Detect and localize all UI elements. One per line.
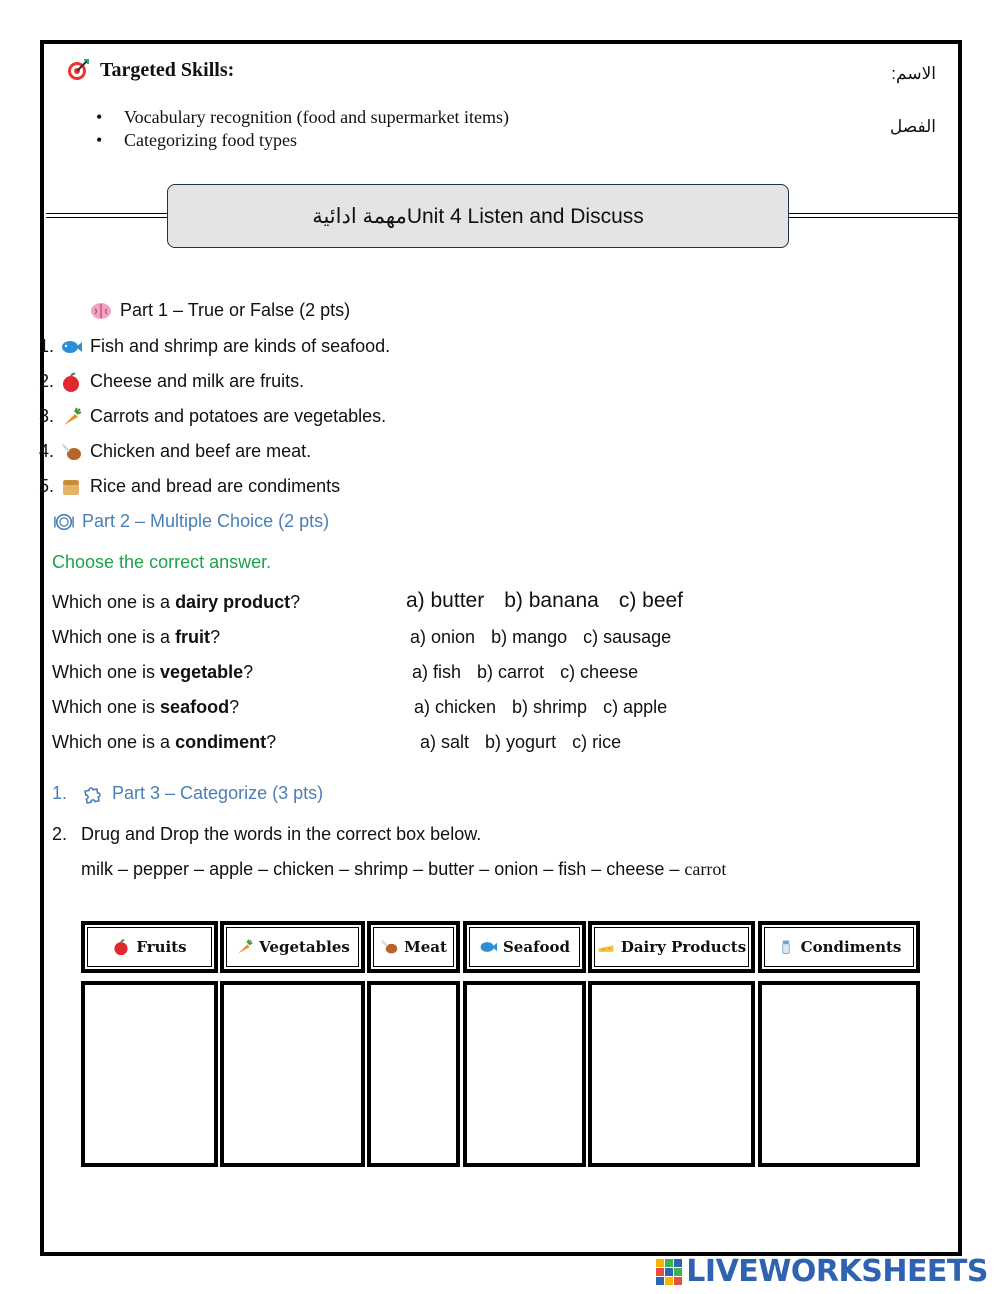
question-options bbox=[420, 732, 637, 753]
drop-box-meat[interactable] bbox=[367, 981, 460, 1167]
carrot-icon bbox=[235, 938, 253, 956]
option[interactable]: b) shrimp bbox=[512, 697, 588, 717]
drop-box-vegetables[interactable] bbox=[220, 981, 365, 1167]
option[interactable]: a) onion bbox=[410, 627, 476, 647]
category-header-seafood: Seafood bbox=[463, 921, 586, 973]
drumstick-icon bbox=[60, 442, 82, 462]
bread-icon bbox=[60, 477, 82, 497]
question-text: Which one is a fruit? bbox=[52, 627, 221, 647]
option[interactable]: a) fish bbox=[412, 662, 462, 682]
part3-instruction: 2. Drug and Drop the words in the correct box below. bbox=[52, 824, 482, 844]
part1-heading: Part 1 – True or False (2 pts) bbox=[90, 300, 350, 321]
question-text: Which one is a dairy product? bbox=[52, 592, 301, 612]
true-false-item: 1. Fish and shrimp are kinds of seafood. bbox=[38, 336, 391, 356]
fish-icon bbox=[479, 938, 497, 956]
class-label: الفصل bbox=[889, 117, 936, 136]
carrot-icon bbox=[60, 407, 82, 427]
option[interactable]: c) beef bbox=[618, 589, 684, 612]
title-rule-right bbox=[787, 213, 959, 218]
word-bank: milk – pepper – apple – chicken – shrimp – butter – onion – fish – cheese – carrot bbox=[81, 859, 727, 879]
targeted-skills-heading: Targeted Skills: bbox=[66, 58, 234, 82]
liveworksheets-logo: LIVEWORKSHEETS bbox=[656, 1254, 988, 1289]
name-label: الاسم: bbox=[891, 64, 936, 83]
option[interactable]: b) yogurt bbox=[485, 732, 557, 752]
drumstick-icon bbox=[380, 938, 398, 956]
part2-instruction: Choose the correct answer. bbox=[52, 552, 272, 572]
drop-box-fruits[interactable] bbox=[81, 981, 218, 1167]
category-header-meat: Meat bbox=[367, 921, 460, 973]
fish-icon bbox=[60, 337, 82, 357]
category-header-condiments: Condiments bbox=[758, 921, 920, 973]
question-text: Which one is vegetable? bbox=[52, 662, 254, 682]
drop-box-condiments[interactable] bbox=[758, 981, 920, 1167]
skill-item: • Vocabulary recognition (food and supermarket items) bbox=[96, 106, 509, 129]
cheese-icon bbox=[597, 938, 615, 956]
category-header-fruits: Fruits bbox=[81, 921, 218, 973]
option[interactable]: b) mango bbox=[491, 627, 568, 647]
part3-heading: 1. Part 3 – Categorize (3 pts) bbox=[52, 783, 324, 803]
skills-list bbox=[96, 106, 509, 152]
question-options bbox=[406, 589, 703, 613]
question-text: Which one is a condiment? bbox=[52, 732, 277, 752]
option[interactable]: c) sausage bbox=[583, 627, 672, 647]
title-rule-left bbox=[46, 213, 168, 218]
category-header-vegetables: Vegetables bbox=[220, 921, 365, 973]
target-icon bbox=[66, 58, 90, 82]
skill-item: • Categorizing food types bbox=[96, 129, 509, 152]
question-options bbox=[410, 627, 687, 648]
puzzle-icon bbox=[82, 784, 104, 804]
plate-icon bbox=[54, 512, 74, 532]
category-header-dairy-products: Dairy Products bbox=[588, 921, 755, 973]
option[interactable]: c) cheese bbox=[560, 662, 639, 682]
option[interactable]: b) banana bbox=[504, 589, 599, 612]
true-false-item: 3. Carrots and potatoes are vegetables. bbox=[38, 406, 387, 426]
option[interactable]: c) apple bbox=[603, 697, 668, 717]
true-false-item: 5. Rice and bread are condiments bbox=[38, 476, 341, 496]
question-options bbox=[412, 662, 654, 683]
part2-heading: Part 2 – Multiple Choice (2 pts) bbox=[54, 511, 329, 532]
drop-box-seafood[interactable] bbox=[463, 981, 586, 1167]
option[interactable]: a) butter bbox=[406, 589, 485, 612]
page-title: مهمة ادائيةUnit 4 Listen and Discuss bbox=[167, 184, 789, 248]
option[interactable]: a) chicken bbox=[414, 697, 497, 717]
option[interactable]: b) carrot bbox=[477, 662, 545, 682]
apple-icon bbox=[60, 372, 82, 392]
option[interactable]: c) rice bbox=[572, 732, 622, 752]
question-options bbox=[414, 697, 683, 718]
option[interactable]: a) salt bbox=[420, 732, 470, 752]
salt-shaker-icon bbox=[777, 938, 795, 956]
apple-icon bbox=[112, 938, 130, 956]
logo-mark-icon bbox=[656, 1259, 682, 1285]
drop-box-dairy-products[interactable] bbox=[588, 981, 755, 1167]
brain-icon bbox=[90, 301, 112, 321]
question-text: Which one is seafood? bbox=[52, 697, 240, 717]
true-false-item: 2. Cheese and milk are fruits. bbox=[38, 371, 305, 391]
true-false-item: 4. Chicken and beef are meat. bbox=[38, 441, 312, 461]
